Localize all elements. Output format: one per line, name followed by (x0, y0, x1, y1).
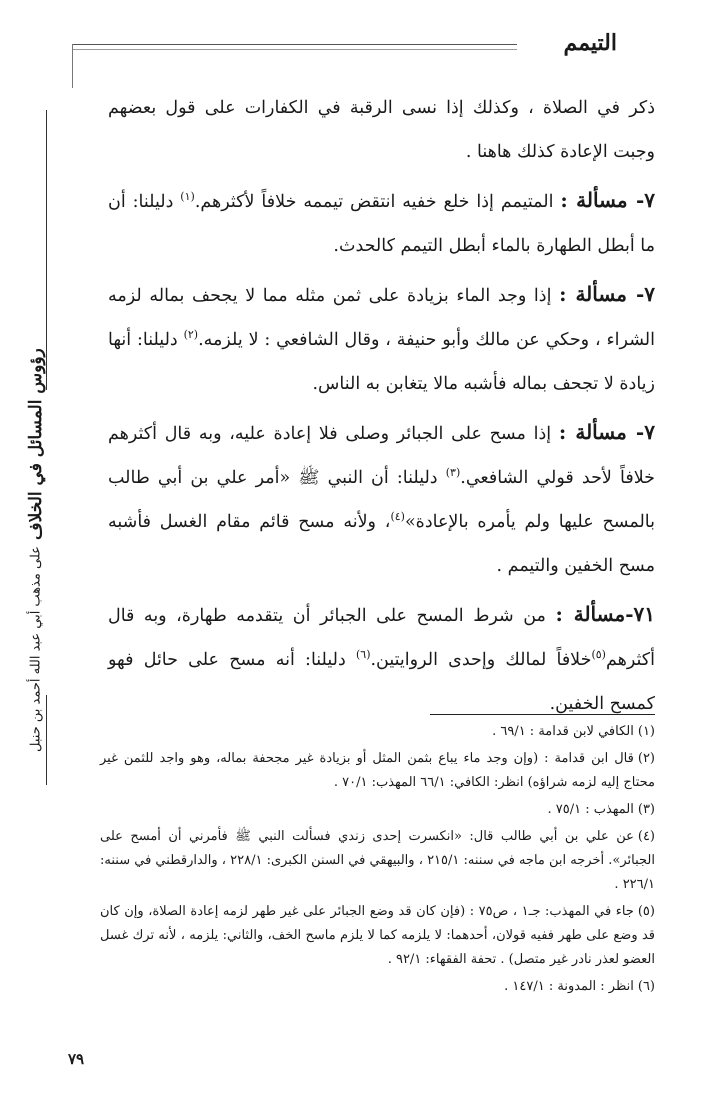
paragraph-text: دليلنا: أن ما أبطل الطهارة بالماء أبطل التيمم كالحدث. (108, 192, 655, 256)
footnotes (100, 720, 655, 1002)
footnote (100, 900, 655, 972)
footnote (100, 975, 655, 999)
footnote-ref: (٢) (183, 328, 199, 342)
issue-label: ٧- مسألة : (560, 188, 655, 212)
footnote-ref: (٦) (355, 648, 371, 662)
book-subtitle: على مذهب أبي عبد الله أحمد بن حنبل (28, 545, 44, 752)
book-title: رؤوس المسائل في الخلاف (26, 348, 46, 540)
paragraph-text: المتيمم إذا خلع خفيه انتقض تيممه خلافاً لأكثرهم. (194, 192, 561, 212)
footnote-ref: (٣) (445, 466, 461, 480)
issue-paragraph (108, 178, 655, 268)
header-rule (72, 44, 517, 50)
footnote-text: عن علي بن أبي طالب قال: «انكسرت إحدى زندي فسألت النبي ﷺ فأمرني أن أمسح على الجبائر». أخرجه ابن ماجه في سننه: ٢١٥/١ ، والبيهقي في السنن الكبرى: ٢٢٨/١ ، والدارقطني في سننه: ٢٢٦/١ . (100, 829, 655, 892)
issue-paragraph (108, 410, 655, 588)
side-rule-bottom (46, 695, 47, 785)
footnote-text: جاء في المهذب: جـ١ ، ص٧٥ : (فإن كان قد وضع الجبائر على غير طهر لزمه إعادة الصلاة، وإن كان قد وضع على طهر ففيه قولان، أحدهما: لا يلزمه كما لا يلزم ماسح الخف، والثاني: يلزمه ، لأنه ترك غسل العضو لعذر نادر غير متصل) . تحفة الفقهاء: ٩٢/١ . (100, 904, 655, 967)
footnote-ref: (١) (180, 190, 195, 204)
paragraph-text: خلافاً لمالك وإحدى الروايتين. (370, 650, 592, 670)
footnote-number: (١) (637, 724, 655, 739)
footnote-text: انظر : المدونة : ١٤٧/١ . (504, 979, 634, 994)
side-running-title (4, 110, 70, 750)
side-title-block (16, 348, 56, 752)
footnote-ref: (٥) (591, 648, 606, 662)
chapter-title: التيمم (563, 30, 617, 56)
issue-paragraph (108, 272, 655, 406)
issue-paragraph (108, 592, 655, 726)
footnote-text: الكافي لابن قدامة : ٦٩/١ . (492, 724, 634, 739)
footnote-number: (٤) (637, 829, 655, 844)
issue-paragraph (108, 86, 655, 174)
running-header (72, 28, 617, 62)
footnote-ref: (٤) (390, 510, 405, 524)
paragraph-text: دليلنا: أن النبي ﷺ «أمر علي بن أبي طالب بالمسح عليها ولم يأمره بالإعادة» (108, 468, 656, 532)
footnote-number: (٥) (637, 904, 655, 919)
footnote (100, 825, 655, 897)
side-rule-top (46, 110, 47, 390)
footnote-number: (٦) (637, 979, 655, 994)
issue-label: ٧- مسألة : (558, 420, 655, 444)
footnote (100, 720, 655, 744)
footnote-number: (٢) (637, 751, 655, 766)
paragraph-text: إذا مسح على الجبائر وصلى فلا إعادة عليه، وبه قال أكثرهم خلافاً لأحد قولي الشافعي. (108, 424, 655, 488)
paragraph-text: ، ولأنه مسح قائم مقام الغسل فأشبه مسح الخفين والتيمم . (108, 512, 655, 576)
paragraph-text: إذا وجد الماء بزيادة على ثمن مثله مما لا يجحف بماله لزمه الشراء ، وحكي عن مالك وأبو حنيفة ، وقال الشافعي : لا يلزمه. (108, 286, 656, 350)
page-number: ٧٩ (68, 1050, 85, 1068)
footnote (100, 747, 655, 795)
main-text (108, 86, 655, 730)
footnote-separator (430, 714, 655, 715)
footnote-text: المهذب : ٧٥/١ . (547, 802, 634, 817)
header-corner-line (72, 44, 73, 88)
footnote-text: قال ابن قدامة : (وإن وجد ماء يباع بثمن المثل أو بزيادة غير مجحفة بماله، وهو واجد للثمن غير محتاج إليه لزمه شراؤه) انظر: الكافي: ٦٦/١ المهذب: ٧٠/١ . (100, 751, 655, 790)
issue-label: ٧- مسألة : (559, 282, 655, 306)
paragraph-text: ذكر في الصلاة ، وكذلك إذا نسى الرقبة في الكفارات على قول بعضهم وجبت الإعادة كذلك هاهنا . (108, 98, 655, 162)
paragraph-text: دليلنا: أنه مسح على حائل فهو كمسح الخفين. (108, 650, 655, 714)
paragraph-text: من شرط المسح على الجبائر أن يتقدمه طهارة، وبه قال أكثرهم (108, 606, 655, 670)
footnote-number: (٣) (637, 802, 655, 817)
footnote (100, 798, 655, 822)
paragraph-text: دليلنا: أنها زيادة لا تجحف بماله فأشبه مالا يتغابن به الناس. (108, 330, 655, 394)
issue-label: ٧١-مسألة : (555, 602, 655, 626)
